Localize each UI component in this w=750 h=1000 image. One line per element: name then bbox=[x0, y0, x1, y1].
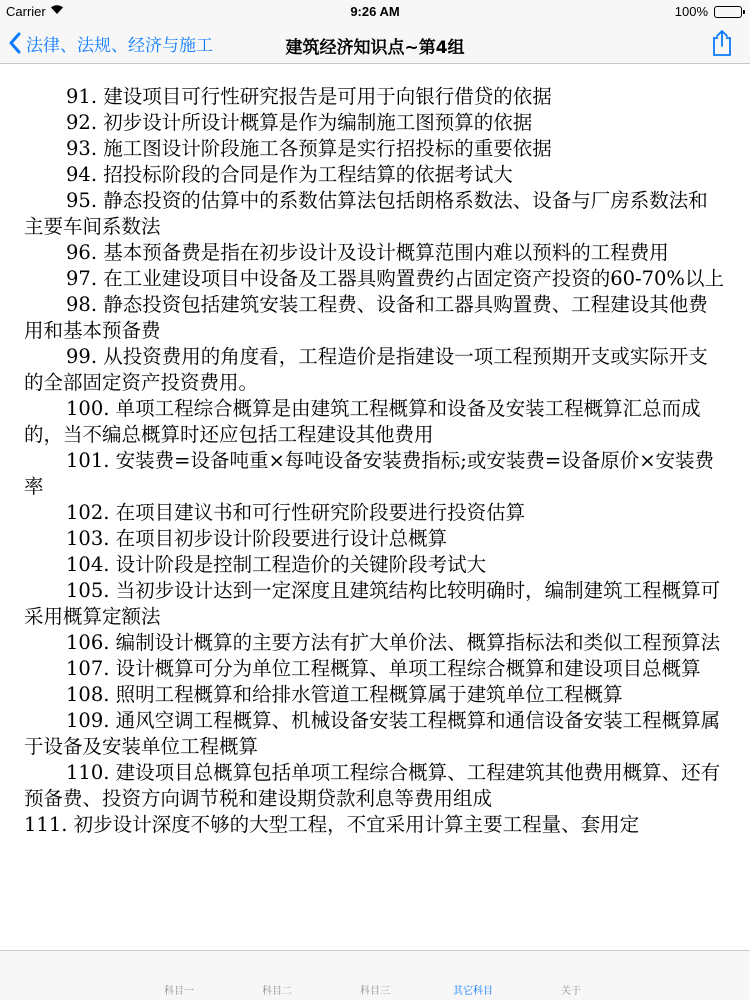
back-button-label: 法律、法规、经济与施工 bbox=[26, 35, 213, 56]
knowledge-item: 103. 在项目初步设计阶段要进行设计总概算 bbox=[66, 527, 448, 550]
knowledge-item: 109. 通风空调工程概算、机械设备安装工程概算和通信设备安装工程概算属于设备及安装单位工程概算 bbox=[24, 709, 721, 758]
knowledge-item: 111. 初步设计深度不够的大型工程，不宜采用计算主要工程量、套用定 bbox=[24, 813, 640, 836]
carrier-label: Carrier bbox=[6, 4, 46, 19]
knowledge-item: 105. 当初步设计达到一定深度且建筑结构比较明确时，编制建筑工程概算可采用概算定额法 bbox=[24, 579, 721, 628]
share-icon[interactable] bbox=[710, 29, 734, 57]
tab-label: 科目三 bbox=[360, 986, 390, 997]
knowledge-item: 94. 招投标阶段的合同是作为工程结算的依据考试大 bbox=[66, 163, 513, 186]
article-body[interactable] bbox=[0, 64, 750, 950]
tab-subject-2[interactable] bbox=[228, 951, 326, 1000]
knowledge-item: 107. 设计概算可分为单位工程概算、单项工程综合概算和建设项目总概算 bbox=[66, 657, 701, 680]
knowledge-item: 108. 照明工程概算和给排水管道工程概算属于建筑单位工程概算 bbox=[66, 683, 623, 706]
knowledge-item: 101. 安装费=设备吨重×每吨设备安装费指标;或安装费=设备原价×安装费率 bbox=[24, 449, 715, 498]
navigation-bar bbox=[0, 22, 750, 64]
tab-about[interactable] bbox=[522, 951, 620, 1000]
back-button[interactable] bbox=[8, 31, 213, 55]
knowledge-item: 95. 静态投资的估算中的系数估算法包括朗格系数法、设备与厂房系数法和主要车间系数法 bbox=[24, 189, 708, 238]
page-title: 建筑经济知识点~第4组 bbox=[285, 38, 465, 58]
tab-label: 其它科目 bbox=[453, 986, 493, 997]
knowledge-item: 96. 基本预备费是指在初步设计及设计概算范围内难以预料的工程费用 bbox=[66, 241, 669, 264]
knowledge-item: 92. 初步设计所设计概算是作为编制施工图预算的依据 bbox=[66, 111, 533, 134]
tab-other-subjects[interactable] bbox=[424, 951, 522, 1000]
knowledge-item: 100. 单项工程综合概算是由建筑工程概算和设备及安装工程概算汇总而成的，当不编总概算时还应包括工程建设其他费用 bbox=[24, 397, 701, 446]
tab-subject-1[interactable] bbox=[130, 951, 228, 1000]
clock: 9:26 AM bbox=[350, 4, 400, 19]
knowledge-item: 110. 建设项目总概算包括单项工程综合概算、工程建筑其他费用概算、还有预备费、投资方向调节税和建设期贷款利息等费用组成 bbox=[24, 761, 721, 810]
chevron-left-icon bbox=[8, 32, 22, 54]
battery-percent: 100% bbox=[674, 4, 708, 19]
knowledge-item: 97. 在工业建设项目中设备及工器具购置费约占固定资产投资的60-70%以上 bbox=[66, 267, 724, 290]
knowledge-item: 91. 建设项目可行性研究报告是可用于向银行借贷的依据 bbox=[66, 85, 552, 108]
knowledge-item: 102. 在项目建议书和可行性研究阶段要进行投资估算 bbox=[66, 501, 526, 524]
knowledge-item: 104. 设计阶段是控制工程造价的关键阶段考试大 bbox=[66, 553, 487, 576]
knowledge-item: 93. 施工图设计阶段施工各预算是实行招投标的重要依据 bbox=[66, 137, 552, 160]
tab-bar bbox=[0, 950, 750, 1000]
tab-label: 关于 bbox=[561, 986, 581, 997]
knowledge-item: 106. 编制设计概算的主要方法有扩大单价法、概算指标法和类似工程预算法 bbox=[66, 631, 721, 654]
battery-icon bbox=[714, 6, 742, 18]
tab-subject-3[interactable] bbox=[326, 951, 424, 1000]
status-bar bbox=[0, 0, 750, 22]
knowledge-item: 98. 静态投资包括建筑安装工程费、设备和工器具购置费、工程建设其他费用和基本预备费 bbox=[24, 293, 708, 342]
knowledge-item: 99. 从投资费用的角度看，工程造价是指建设一项工程预期开支或实际开支的全部固定资产投资费用。 bbox=[24, 345, 708, 394]
tab-label: 科目一 bbox=[164, 986, 194, 997]
tab-label: 科目二 bbox=[262, 986, 292, 997]
